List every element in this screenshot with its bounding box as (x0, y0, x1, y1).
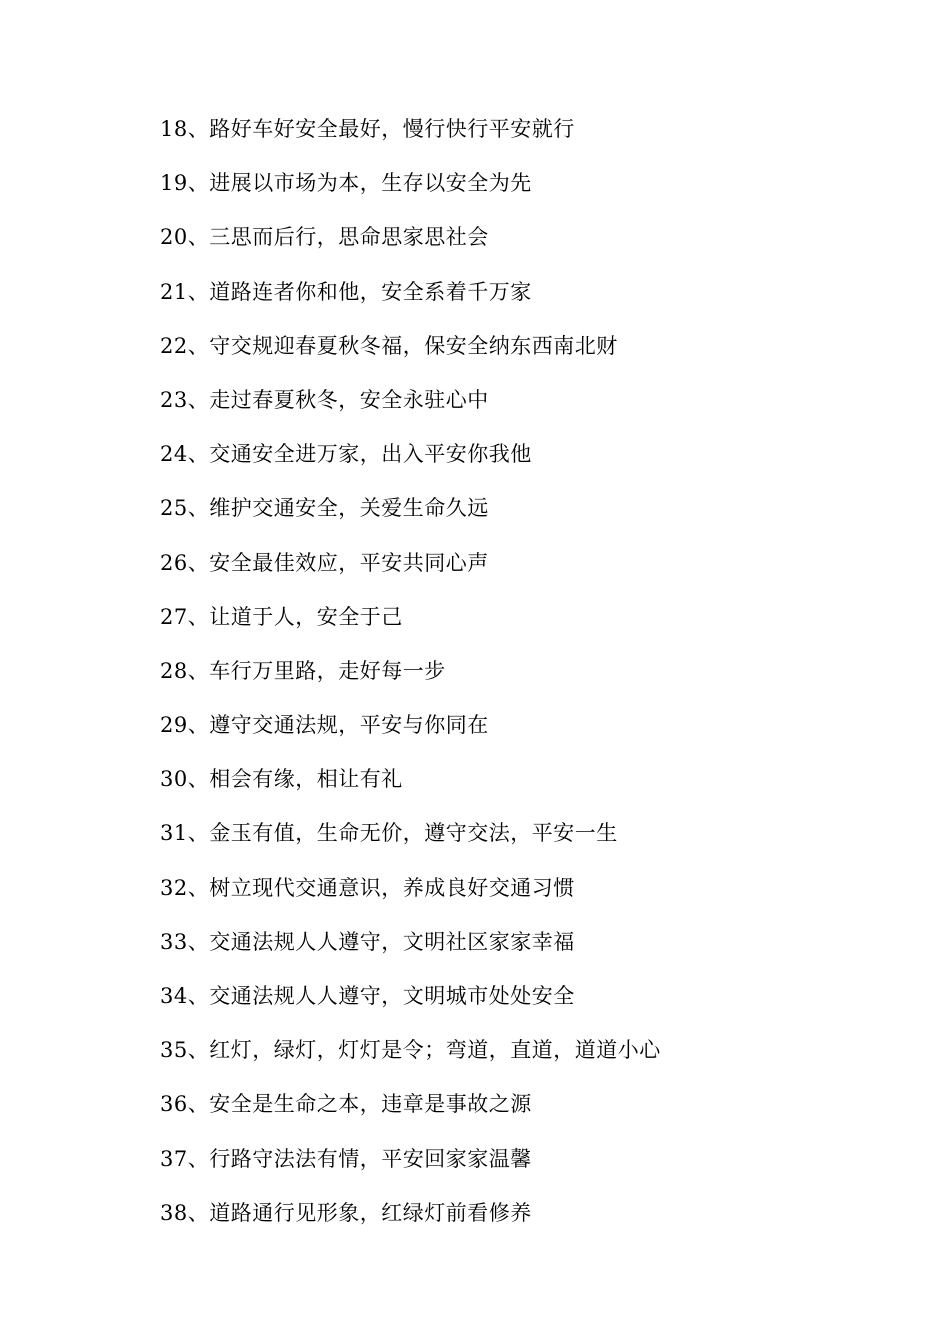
slogan-list (160, 112, 880, 1250)
slogan-item: 25、维护交通安全，关爱生命久远 (160, 496, 489, 521)
slogan-item: 28、车行万里路，走好每一步 (160, 658, 446, 683)
slogan-item: 26、安全最佳效应，平安共同心声 (160, 550, 489, 575)
slogan-item: 18、路好车好安全最好，慢行快行平安就行 (160, 117, 575, 141)
slogan-item: 32、树立现代交通意识，养成良好交通习惯 (160, 875, 575, 900)
slogan-item: 20、三思而后行，思命思家思社会 (160, 225, 489, 250)
slogan-item: 30、相会有缘，相让有礼 (160, 767, 403, 792)
slogan-item: 33、交通法规人人遵守，文明社区家家幸福 (160, 929, 575, 954)
slogan-item: 29、遵守交通法规，平安与你同在 (160, 713, 489, 738)
slogan-item: 37、行路守法法有情，平安回家家温馨 (160, 1146, 532, 1171)
slogan-item: 21、道路连者你和他，安全系着千万家 (160, 279, 532, 304)
slogan-item: 22、守交规迎春夏秋冬福，保安全纳东西南北财 (160, 333, 618, 358)
slogan-item: 36、安全是生命之本，违章是事故之源 (160, 1092, 532, 1117)
slogan-item: 23、走过春夏秋冬，安全永驻心中 (160, 387, 489, 412)
slogan-item: 31、金玉有值，生命无价，遵守交法，平安一生 (160, 821, 618, 846)
slogan-item: 35、红灯，绿灯，灯灯是令；弯道，直道，道道小心 (160, 1038, 661, 1063)
slogan-item: 27、让道于人，安全于己 (160, 604, 403, 629)
slogan-item: 19、进展以市场为本，生存以安全为先 (160, 171, 532, 196)
slogan-item: 38、道路通行见形象，红绿灯前看修养 (160, 1200, 532, 1225)
slogan-item: 34、交通法规人人遵守，文明城市处处安全 (160, 984, 575, 1008)
slogan-item: 24、交通安全进万家，出入平安你我他 (160, 442, 532, 467)
